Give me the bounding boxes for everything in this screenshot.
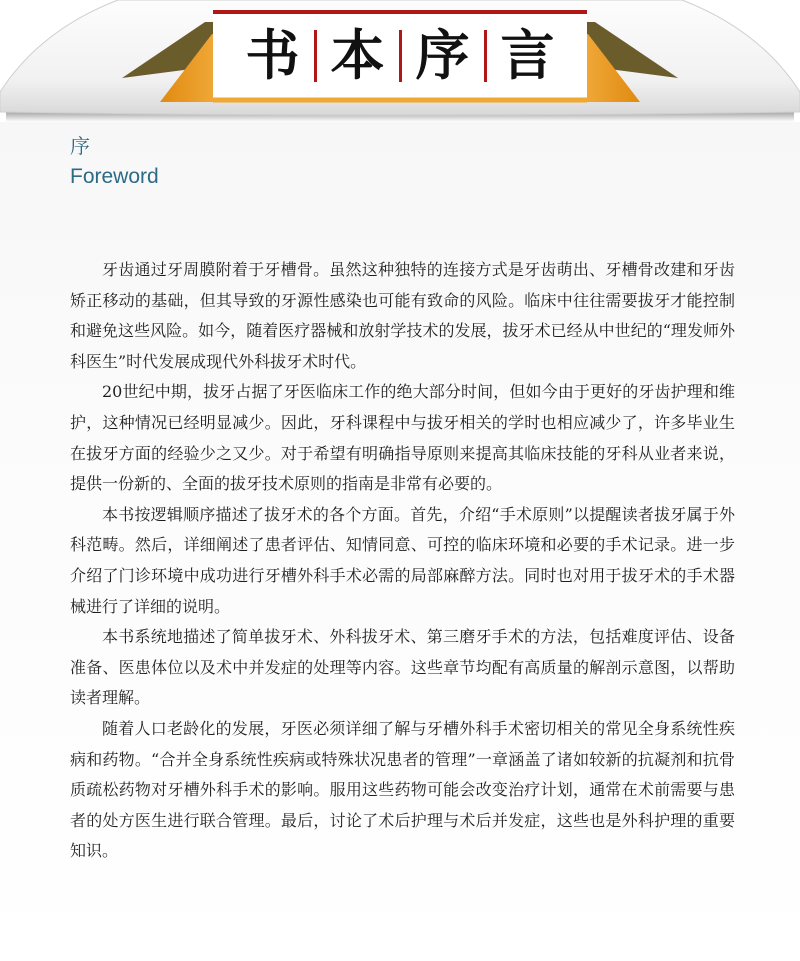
heading-english: Foreword bbox=[70, 165, 159, 188]
banner-title bbox=[213, 12, 587, 100]
banner-title-char: 言 bbox=[500, 24, 555, 87]
banner-title-char: 书 bbox=[245, 24, 300, 87]
paragraph: 随着人口老龄化的发展，牙医必须详细了解与牙槽外科手术密切相关的常见全身系统性疾病和药物。“合并全身系统性疾病或特殊状况患者的管理”一章涵盖了诸如较新的抗凝剂和抗骨质疏松药物对牙槽外科手术的影响。服用这些药物可能会改变治疗计划，通常在术前需要与患者的处方医生进行联合管理。最后，讨论了术后护理与术后并发症，这些也是外科护理的重要知识。 bbox=[70, 718, 735, 861]
heading-chinese: 序 bbox=[70, 134, 90, 158]
banner-title-char: 序 bbox=[415, 24, 470, 87]
paragraph: 本书系统地描述了简单拔牙术、外科拔牙术、第三磨牙手术的方法，包括难度评估、设备准备、医患体位以及术中并发症的处理等内容。这些章节均配有高质量的解剖示意图，以帮助读者理解。 bbox=[70, 627, 735, 708]
banner-title-char: 本 bbox=[330, 24, 385, 87]
paragraph: 本书按逻辑顺序描述了拔牙术的各个方面。首先，介绍“手术原则”以提醒读者拔牙属于外科范畴。然后，详细阐述了患者评估、知情同意、可控的临床环境和必要的手术记录。进一步介绍了门诊环境中成功进行牙槽外科手术必需的局部麻醉方法。同时也对用于拔牙术的手术器械进行了详细的说明。 bbox=[70, 504, 735, 616]
paragraph: 牙齿通过牙周膜附着于牙槽骨。虽然这种独特的连接方式是牙齿萌出、牙槽骨改建和牙齿矫正移动的基础，但其导致的牙源性感染也可能有致命的风险。临床中往往需要拔牙才能控制和避免这些风险。如今，随着医疗器械和放射学技术的发展，拔牙术已经从中世纪的“理发师外科医生”时代发展成现代外科拔牙术时代。 bbox=[70, 260, 735, 371]
paragraph: 20世纪中期，拔牙占据了牙医临床工作的绝大部分时间，但如今由于更好的牙齿护理和维护，这种情况已经明显减少。因此，牙科课程中与拔牙相关的学时也相应减少了，许多毕业生在拔牙方面的经验少之又少。对于希望有明确指导原则来提高其临床技能的牙科从业者来说，提供一份新的、全面的拔牙技术原则的指南是非常有必要的。 bbox=[70, 382, 735, 494]
title-banner bbox=[0, 0, 800, 122]
foreword-body bbox=[70, 255, 735, 867]
section-heading bbox=[70, 132, 159, 194]
foreword-page bbox=[0, 122, 800, 961]
